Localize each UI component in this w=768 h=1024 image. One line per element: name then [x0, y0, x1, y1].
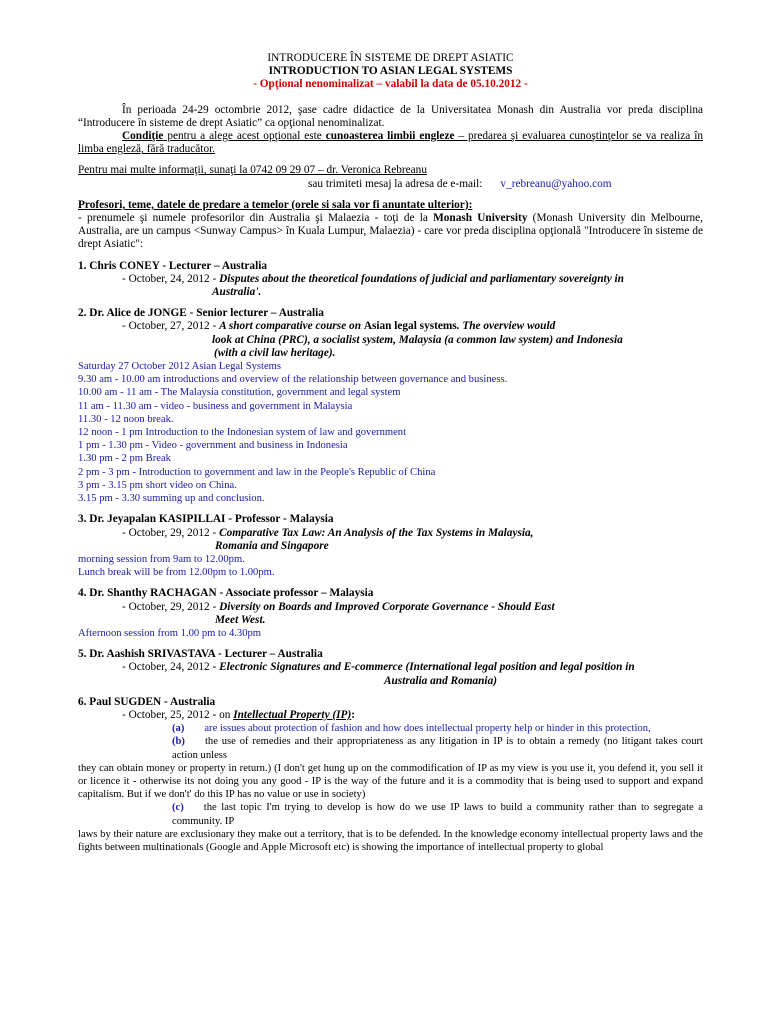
item-6-points: [78, 722, 703, 854]
title-english: INTRODUCTION TO ASIAN LEGAL SYSTEMS: [268, 65, 513, 78]
professors-description: - prenumele şi numele profesorilor din Australia şi Malaezia - toţi de la Monash University (Monash University din Melbourne, Australia, are un campus <Sunway Campus> în Kuala Lumpur, Malaezia) - care vor preda disciplina opţională "Introducere în sisteme de drept Asiatic":: [78, 212, 704, 251]
item-6-topic: - October, 25, 2012 - on Intellectual Property (IP):: [122, 708, 355, 721]
schedule-line: 3 pm - 3.15 pm short video on China.: [78, 479, 237, 491]
schedule-line: 10.00 am - 11 am - The Malaysia constitution, government and legal system: [78, 387, 401, 399]
session-note: Afternoon session from 1.00 pm to 4.30pm: [78, 627, 262, 639]
professors-heading: Profesori, teme, datele de predare a temelor (orele si sala vor fi anuntate ulterior):: [78, 198, 473, 211]
item-2-topic: - October, 27, 2012 - A short comparative course on Asian legal systems. The overview would: [122, 320, 556, 333]
condition-paragraph: Condiţie pentru a alege acest opţional este cunoasterea limbii engleze – predarea şi evaluarea cunoştinţelor se va realiza în limba engleză, fără traducător.: [78, 130, 703, 156]
point-b: (b) the use of remedies and their appropriateness as any litigation in IP is to obtain a remedy (no litigant takes court action unless: [172, 736, 703, 761]
item-3-heading: 3. Dr. Jeyapalan KASIPILLAI - Professor - Malaysia: [78, 513, 334, 526]
schedule-line: 12 noon - 1 pm Introduction to the Indonesian system of law and government: [78, 427, 407, 439]
item-4-heading: 4. Dr. Shanthy RACHAGAN - Associate professor – Malaysia: [78, 587, 374, 600]
schedule-line: 2 pm - 3 pm - Introduction to government and law in the People's Republic of China: [78, 466, 436, 478]
session-note: Lunch break will be from 12.00pm to 1.00pm.: [78, 567, 275, 579]
item-4-topic: - October, 29, 2012 - Diversity on Boards and Improved Corporate Governance - Should East: [122, 600, 555, 613]
email-link[interactable]: v_rebreanu@yahoo.com: [500, 177, 612, 190]
condition-english: cunoasterea limbii engleze: [325, 130, 455, 143]
item-1-heading: 1. Chris CONEY - Lecturer – Australia: [78, 259, 268, 272]
schedule-line: 9.30 am - 10.00 am introductions and overview of the relationship between governance and business.: [78, 374, 508, 386]
schedule-line: 1 pm - 1.30 pm - Video - government and business in Indonesia: [78, 440, 348, 452]
point-c-continued: laws by their nature are exclusionary they make out a territory, that is to be defended. In the knowledge economy intellectual property laws and the fights between multinationals (Google and Apple Microsoft etc) is showing the importance of intellectual property to global: [78, 828, 703, 853]
document-page: INTRODUCERE ÎN SISTEME DE DREPT ASIATIC INTRODUCTION TO ASIAN LEGAL SYSTEMS - Opţional nenominalizat – valabil la data de 05.10.2012 - În perioada 24-29 octombrie 2012, şase cadre didactice de la Universitatea Monash din Australia vor preda disciplina “Introducere în sisteme de drept Asiatic” ca opţional nenominalizat. Condiţie pentru a alege acest opţional este cunoasterea limbii engleze – predarea şi evaluarea cunoştinţelor se va realiza în limba engleză, fără traducător. Pentru mai multe informaţii, sunaţi la 0742 09 29 07 – dr. Veronica Rebreanu sau trimiteti mesaj la adresa de e-mail: v_rebreanu@yahoo.com Profesori, teme, datele de predare a temelor (orele si sala vor fi anuntate ulterior): - prenumele şi numele profesorilor din Australia şi Malaezia - toţi de la Monash University (Monash University din Melbourne, Australia, are un campus <Sunway Campus> în Kuala Lumpur, Malaezia) - care vor preda disciplina opţională "Introducere în sisteme de drept Asiatic": 1. Chris CONEY - Lecturer – Australia - October, 24, 2012 - Disputes about the theoretical foundations of judicial and parliamentary sovereignty in Australia'. 2. Dr. Alice de JONGE - Senior lecturer – Australia - October, 27, 2012 - A short comparative course on Asian legal systems. The overview would look at China (PRC), a socialist system, Malaysia (a common law system) and Indonesia (with a civil law heritage). Saturday 27 October 2012 Asian Legal Systems 9.30 am - 10.00 am introductions and overview of the relationship between governance and business. 10.00 am - 11 am - The Malaysia constitution, government and legal system 11 am - 11.30 am - video - business and government in Malaysia 11.30 - 12 noon break. 12 noon - 1 pm Introduction to the Indonesian system of law and government 1 pm - 1.30 pm - Video - government and business in Indonesia 1.30 pm - 2 pm Break 2 pm - 3 pm - Introduction to government and law in the People's Republic of China 3 pm - 3.15 pm short video on China. 3.15 pm - 3.30 summing up and conclusion. 3. Dr. Jeyapalan KASIPILLAI - Professor - Malaysia - October, 29, 2012 - Comparative Tax Law: An Analysis of the Tax Systems in Malaysia, Romania and Singapore morning session from 9am to 12.00pm. Lunch break will be from 12.00pm to 1.00pm. 4. Dr. Shanthy RACHAGAN - Associate professor – Malaysia - October, 29, 2012 - Diversity on Boards and Improved Corporate Governance - Should East Meet West. Afternoon session from 1.00 pm to 4.30pm 5. Dr. Aashish SRIVASTAVA - Lecturer – Australia - October, 24, 2012 - Electronic Signatures and E-commerce (International legal position and legal position in Australia and Romania) 6. Paul SUGDEN - Australia - October, 25, 2012 - on Intellectual Property (IP): (a) are issues about protection of fashion and how does intellectual property help or hinder in this protection, (b) the use of remedies and their appropriateness as any litigation in IP is to obtain a remedy (no litigant takes court action unless they can obtain money or property in return.) (I don't get hung up on the commodification of IP as my view is you use it, you defend it, you sell it or licence it - otherwise its not doing you any good - IP is the way of the future and it is a commodity that is being used to support and expand capitalism. But if we don't' do this IP has no value or use in society) (c) the last topic I'm trying to develop is how do we use IP laws to build a community rather than to segregate a community. IP laws by their nature are exclusionary they make out a territory, that is to be defended. In the knowledge economy intellectual property laws and the fights between multinationals (Google and Apple Microsoft etc) is showing the importance of intellectual property to global: [78, 52, 704, 853]
intro-paragraph: În perioada 24-29 octombrie 2012, şase cadre didactice de la Universitatea Monash din Australia vor preda disciplina “Introducere în sisteme de drept Asiatic” ca opţional nenominalizat.: [78, 103, 703, 129]
item-5-topic: - October, 24, 2012 - Electronic Signatures and E-commerce (International legal position and legal position in: [122, 661, 635, 674]
schedule-line: 1.30 pm - 2 pm Break: [78, 453, 171, 465]
schedule-line: 11.30 - 12 noon break.: [78, 413, 174, 425]
point-c: (c) the last topic I'm trying to develop is how do we use IP laws to build a community rather than to segregate a community. IP: [172, 802, 703, 827]
schedule-line: 3.15 pm - 3.30 summing up and conclusion.: [78, 493, 265, 505]
item-6-heading: 6. Paul SUGDEN - Australia: [78, 695, 216, 708]
schedule-line: 11 am - 11.30 am - video - business and government in Malaysia: [78, 400, 353, 412]
schedule-line: Saturday 27 October 2012 Asian Legal Systems: [78, 361, 282, 373]
item-2-heading: 2. Dr. Alice de JONGE - Senior lecturer – Australia: [78, 307, 324, 320]
condition-label: Condiţie: [122, 130, 164, 143]
point-b-continued: they can obtain money or property in return.) (I don't get hung up on the commodification of IP as my view is you use it, you defend it, you sell it or licence it - otherwise its not doing you any good - IP is the way of the future and it is a commodity that is being used to support and expand capitalism. But if we don't' do this IP has no value or use in society): [78, 762, 703, 801]
title-romanian: INTRODUCERE ÎN SISTEME DE DREPT ASIATIC: [267, 52, 514, 64]
contact-info: Pentru mai multe informaţii, sunaţi la 0742 09 29 07 – dr. Veronica Rebreanu: [78, 164, 427, 177]
item-2-schedule: [78, 360, 703, 505]
item-1-topic: - October, 24, 2012 - Disputes about the theoretical foundations of judicial and parliamentary sovereignty in: [122, 272, 624, 285]
item-5-heading: 5. Dr. Aashish SRIVASTAVA - Lecturer – Australia: [78, 648, 323, 661]
session-note: morning session from 9am to 12.00pm.: [78, 553, 245, 565]
point-a: (a) are issues about protection of fashion and how does intellectual property help or hinder in this protection,: [172, 723, 651, 735]
email-line: sau trimiteti mesaj la adresa de e-mail: v_rebreanu@yahoo.com: [308, 177, 612, 190]
subtitle-optional: - Opţional nenominalizat – valabil la data de 05.10.2012 -: [253, 78, 528, 91]
item-3-topic: - October, 29, 2012 - Comparative Tax Law: An Analysis of the Tax Systems in Malaysia,: [122, 526, 534, 539]
